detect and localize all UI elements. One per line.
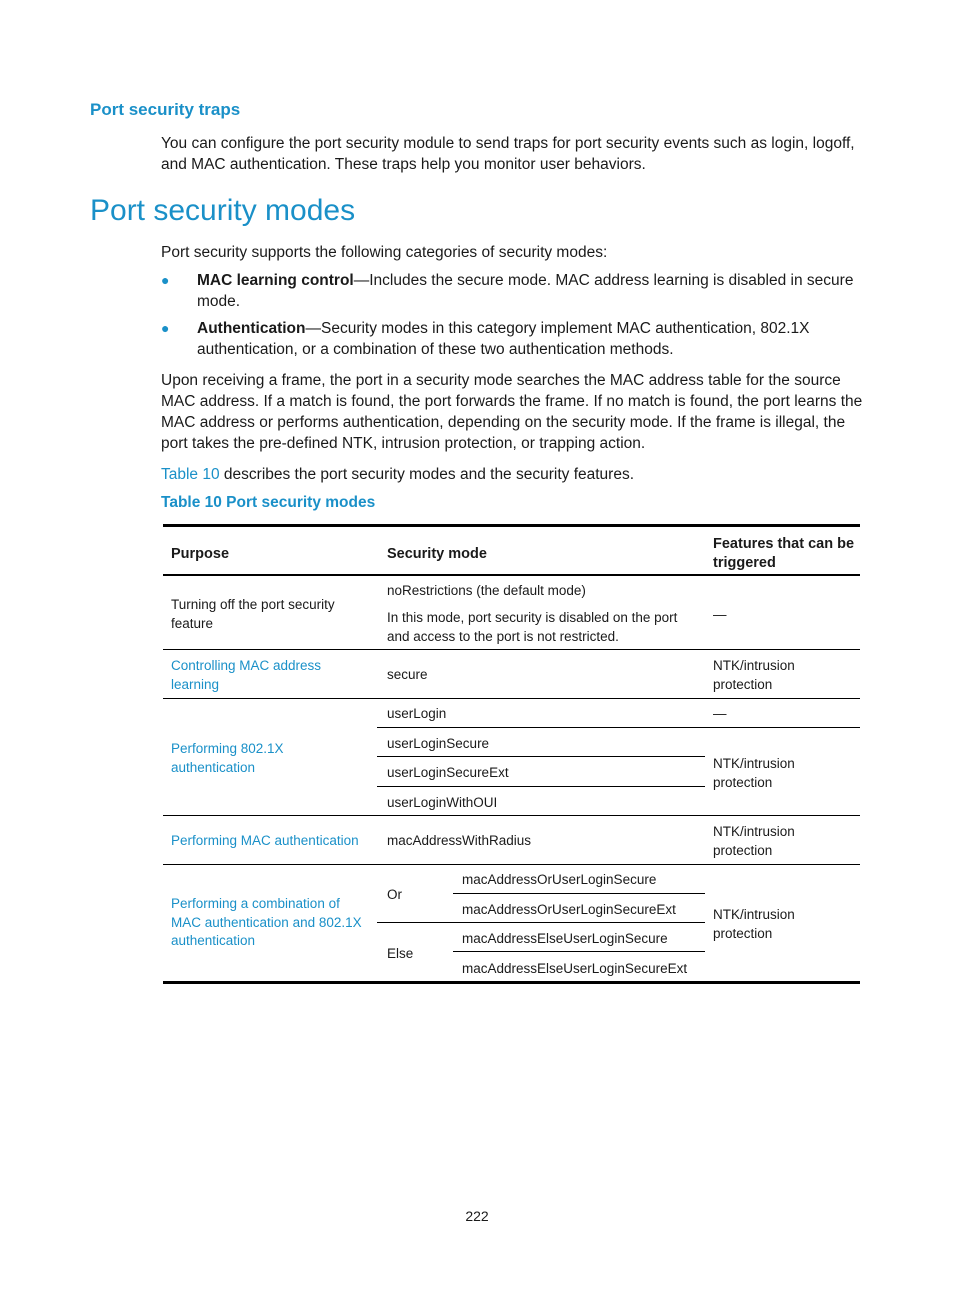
feature-cell: — <box>713 607 727 622</box>
table-reference-text: describes the port security modes and the security features. <box>219 466 635 483</box>
mode-group-or: Or <box>387 887 402 902</box>
traps-paragraph: You can configure the port security module to send traps for port security events such as login, logoff, and MAC authentication. These traps help you monitor user behaviors. <box>161 135 855 173</box>
mode-cell: macAddressOrUserLoginSecureExt <box>462 902 676 917</box>
table-top-rule <box>163 524 860 527</box>
purpose-link[interactable]: Controlling MAC address learning <box>171 658 322 692</box>
purpose-cell: Turning off the port security feature <box>171 597 335 631</box>
table-10-link[interactable]: Table 10 <box>161 466 220 483</box>
mode-cell: macAddressOrUserLoginSecure <box>462 872 657 887</box>
row-rule <box>163 815 860 816</box>
modes-paragraph: Upon receiving a frame, the port in a security mode searches the MAC address table for the source MAC address. If a match is found, the port forwards the frame. If no match is found, the port learns the MAC address or performs authentication, depending on the security mode. If the frame is illegal, the port takes the pre-defined NTK, intrusion protection, or trapping action. <box>161 372 863 452</box>
bullet-dot-icon: ● <box>161 320 170 336</box>
bullet-term: Authentication <box>197 320 306 337</box>
row-rule <box>377 786 705 787</box>
header-rule <box>163 574 860 576</box>
mode-cell: userLoginSecureExt <box>387 765 509 780</box>
mode-cell: macAddressElseUserLoginSecure <box>462 931 668 946</box>
mode-cell: macAddressWithRadius <box>387 833 532 848</box>
page-title: Port security modes <box>90 194 356 227</box>
row-rule <box>163 649 860 650</box>
page-number: 222 <box>465 1208 489 1224</box>
row-rule <box>453 893 705 894</box>
row-rule <box>377 922 705 923</box>
bullet-text: —Includes the secure mode. MAC address learning is disabled in secure mode. <box>197 272 854 310</box>
mode-cell: secure <box>387 667 428 682</box>
mode-cell: userLogin <box>387 706 447 721</box>
row-rule <box>377 727 860 728</box>
table-reference <box>161 464 865 485</box>
feature-cell: — <box>713 706 727 721</box>
section-title-traps: Port security traps <box>90 100 241 119</box>
port-security-modes-table <box>163 524 860 986</box>
purpose-link[interactable]: Performing 802.1X authentication <box>171 741 284 775</box>
mode-note: In this mode, port security is disabled on the port and access to the port is not restricted. <box>387 610 678 644</box>
mode-cell: noRestrictions (the default mode) <box>387 583 586 598</box>
purpose-link[interactable]: Performing a combination of MAC authentication and 802.1X authentication <box>171 896 362 948</box>
header-purpose: Purpose <box>171 546 230 562</box>
header-security-mode: Security mode <box>387 546 487 562</box>
row-rule <box>453 951 705 952</box>
row-rule <box>163 864 860 865</box>
bullet-dot-icon: ● <box>161 272 170 288</box>
feature-cell: NTK/intrusion protection <box>713 658 795 692</box>
feature-cell: NTK/intrusion protection <box>713 907 795 941</box>
bullet-term: MAC learning control <box>197 272 354 289</box>
purpose-link[interactable]: Performing MAC authentication <box>171 833 359 848</box>
header-features: Features that can be triggered <box>713 536 855 571</box>
mode-group-else: Else <box>387 946 414 961</box>
modes-intro: Port security supports the following categories of security modes: <box>161 244 608 261</box>
table-bottom-rule <box>163 981 860 984</box>
mode-cell: userLoginSecure <box>387 736 490 751</box>
feature-cell: NTK/intrusion protection <box>713 824 795 858</box>
mode-cell: userLoginWithOUI <box>387 795 498 810</box>
feature-cell: NTK/intrusion protection <box>713 756 795 790</box>
row-rule <box>377 756 705 757</box>
mode-cell: macAddressElseUserLoginSecureExt <box>462 961 688 976</box>
row-rule <box>163 698 860 699</box>
table-caption: Table 10 Port security modes <box>161 494 376 511</box>
bullet-text: —Security modes in this category implement MAC authentication, 802.1X authentication, or a combination of these two authentication methods. <box>197 320 810 358</box>
